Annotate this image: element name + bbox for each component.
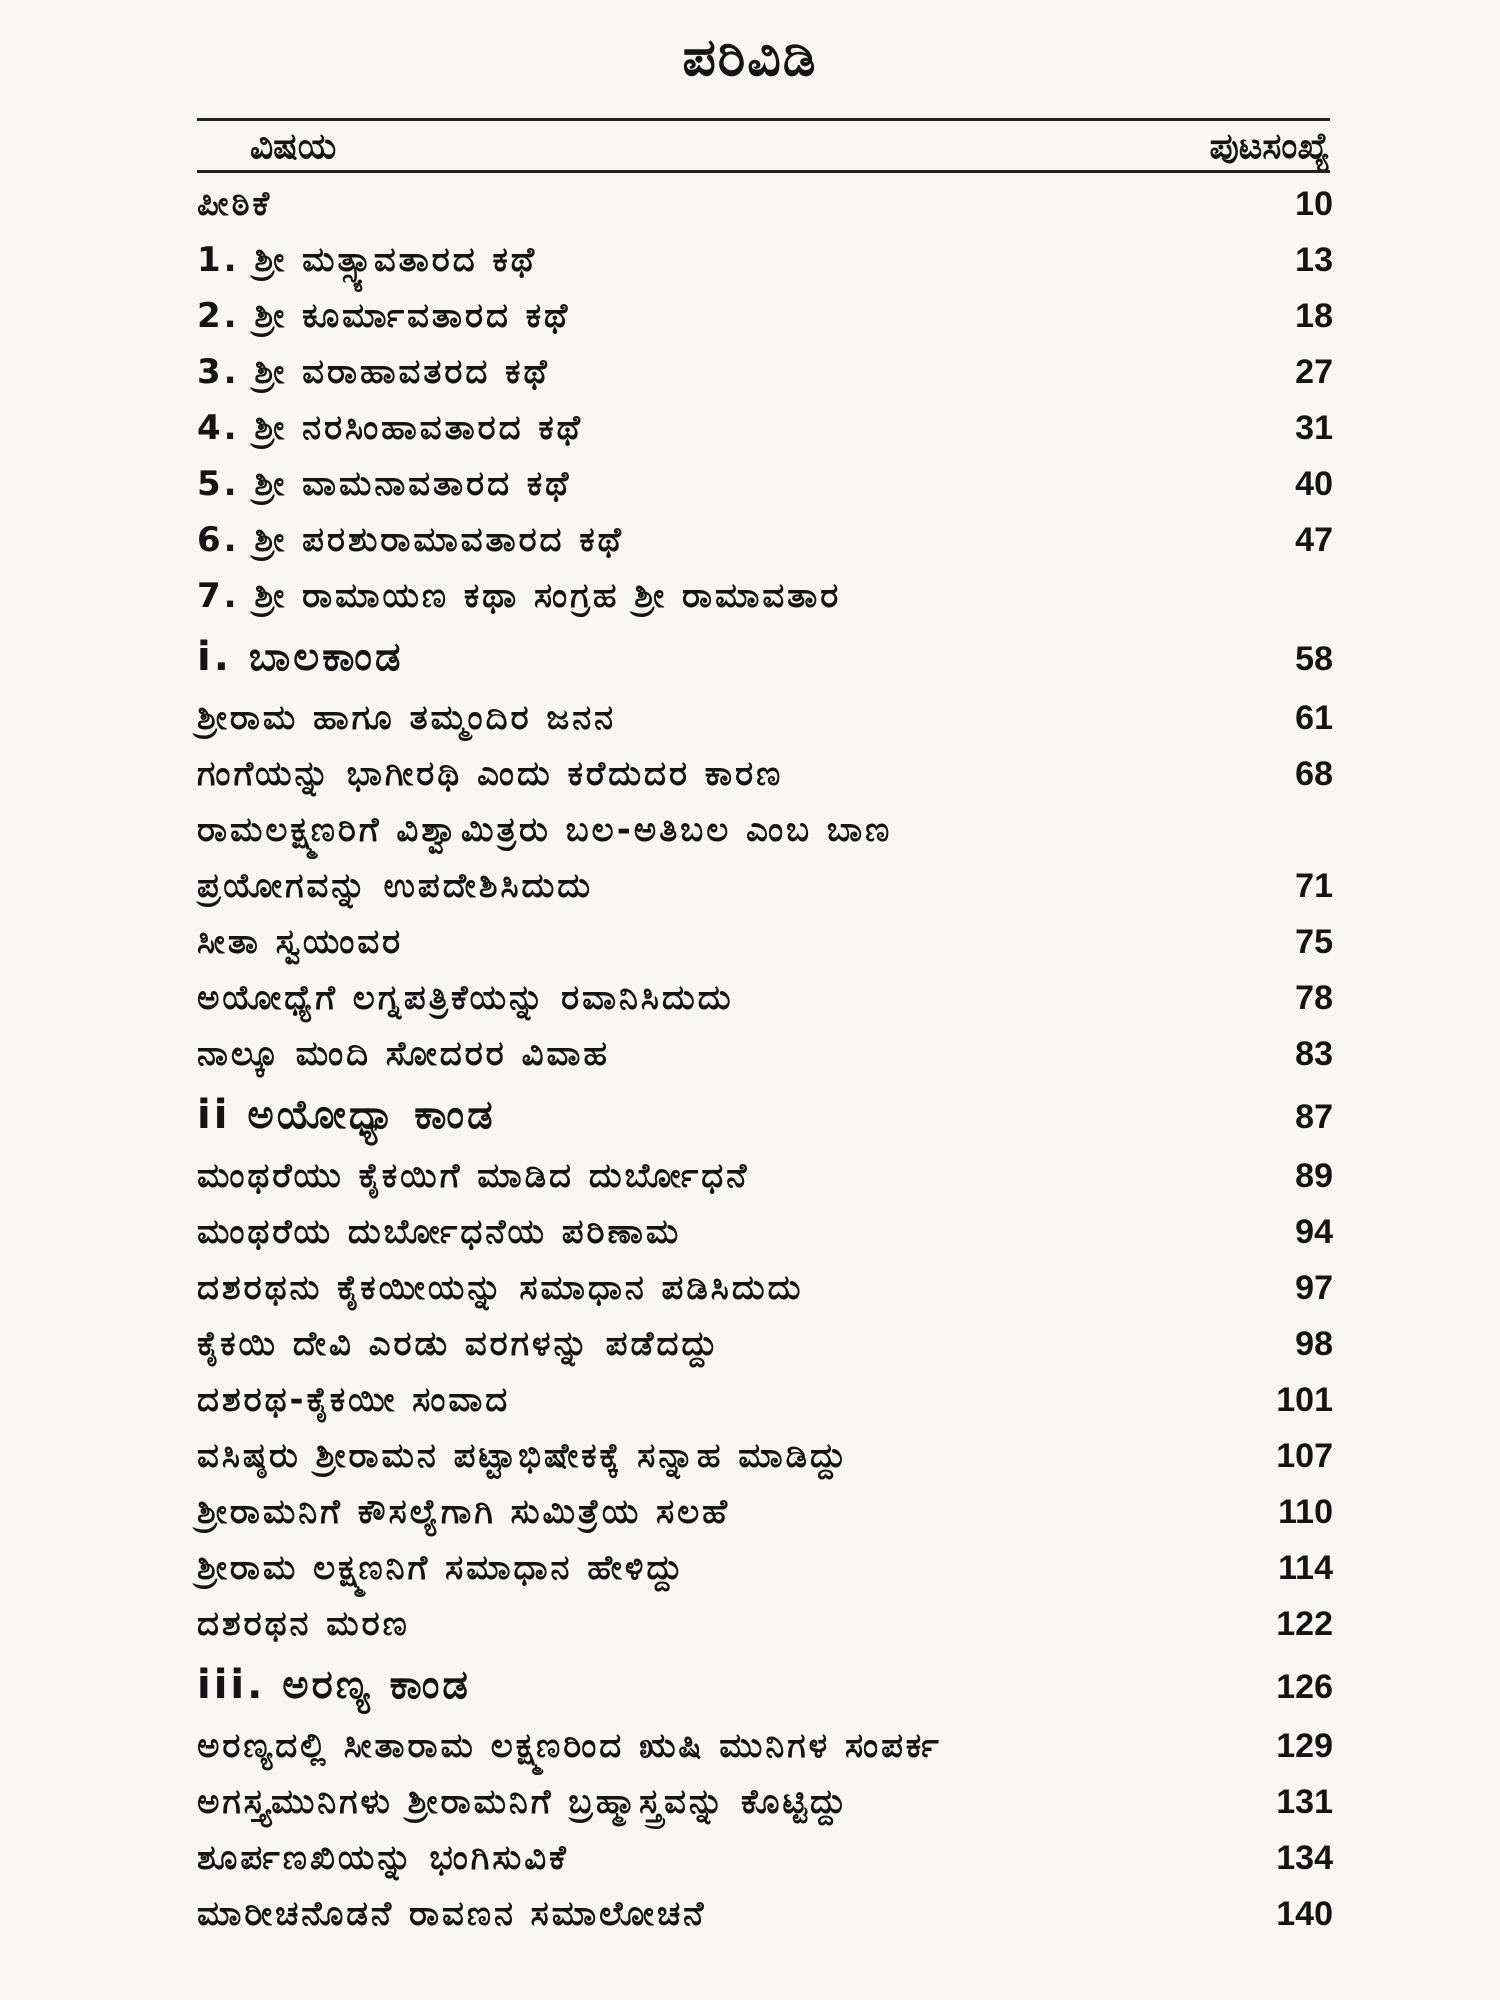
toc-entry-title: 2. ಶ್ರೀ ಕೂರ್ಮಾವತಾರದ ಕಥೆ [197, 296, 571, 336]
toc-entry [197, 288, 1333, 344]
toc-entry-title: ರಾಮಲಕ್ಷ್ಮಣರಿಗೆ ವಿಶ್ವಾಮಿತ್ರರು ಬಲ-ಅತಿಬಲ ಎಂಬ ಬಾಣ [197, 810, 893, 850]
toc-entry [197, 746, 1333, 802]
toc-entry-title: 7. ಶ್ರೀ ರಾಮಾಯಣ ಕಥಾ ಸಂಗ್ರಹ ಶ್ರೀ ರಾಮಾವತಾರ [197, 576, 842, 616]
toc-entry-title: 4. ಶ್ರೀ ನರಸಿಂಹಾವತಾರದ ಕಥೆ [197, 408, 583, 448]
toc-section-heading [197, 1652, 1333, 1718]
toc-entry-title: iii. ಅರಣ್ಯ ಕಾಂಡ [197, 1662, 471, 1708]
toc-entry-title: 3. ಶ್ರೀ ವರಾಹಾವತರದ ಕಥೆ [197, 352, 550, 392]
toc-entry-title: ಶೂರ್ಪಣಖಿಯನ್ನು ಭಂಗಿಸುವಿಕೆ [197, 1838, 569, 1878]
header-top-rule [197, 118, 1330, 121]
toc-section-heading [197, 624, 1333, 690]
toc-entry-title: ii ಅಯೋಧ್ಯಾ ಕಾಂಡ [197, 1092, 496, 1138]
toc-entry [197, 1026, 1333, 1082]
toc-entry-title: ಮಾರೀಚನೊಡನೆ ರಾವಣನ ಸಮಾಲೋಚನೆ [197, 1894, 707, 1934]
toc-entry-title: ಪ್ರಯೋಗವನ್ನು ಉಪದೇಶಿಸಿದುದು [197, 866, 594, 906]
toc-entry [197, 1540, 1333, 1596]
toc-entry [197, 176, 1333, 232]
toc-entry-page-number: 110 [1278, 1493, 1333, 1531]
toc-entry-title: ಪೀಠಿಕೆ [197, 184, 273, 224]
toc-entry-page-number: 18 [1295, 297, 1333, 335]
toc-entry-page-number: 75 [1295, 923, 1333, 961]
toc-entry-page-number: 10 [1295, 185, 1333, 223]
toc-entry-page-number: 40 [1295, 465, 1333, 503]
toc-entry-title: ಸೀತಾ ಸ್ವಯಂವರ [197, 922, 404, 962]
toc-entry-title: ಅಯೋಧ್ಯೆಗೆ ಲಗ್ನಪತ್ರಿಕೆಯನ್ನು ರವಾನಿಸಿದುದು [197, 978, 734, 1018]
toc-entry-title: ದಶರಥನ ಮರಣ [197, 1604, 410, 1644]
toc-entry [197, 1484, 1333, 1540]
toc-entry [197, 1886, 1333, 1942]
toc-entry-page-number: 31 [1295, 409, 1333, 447]
toc-entry-page-number: 94 [1295, 1213, 1333, 1251]
toc-entry-page-number: 97 [1295, 1269, 1333, 1307]
toc-entry [197, 1428, 1333, 1484]
toc-entry-page-number: 131 [1276, 1783, 1333, 1821]
toc-entry-title: ಮಂಥರೆಯ ದುರ್ಬೋಧನೆಯ ಪರಿಣಾಮ [197, 1212, 682, 1252]
toc-entry-page-number: 101 [1276, 1381, 1333, 1419]
toc-entry-title: ಶ್ರೀರಾಮ ಲಕ್ಷ್ಮಣನಿಗೆ ಸಮಾಧಾನ ಹೇಳಿದ್ದು [197, 1548, 686, 1588]
toc-entry-page-number: 140 [1276, 1895, 1333, 1933]
toc-entry-page-number: 114 [1278, 1549, 1333, 1587]
toc-entry-page-number: 98 [1295, 1325, 1333, 1363]
toc-entry-title: 5. ಶ್ರೀ ವಾಮನಾವತಾರದ ಕಥೆ [197, 464, 572, 504]
toc-entry-page-number: 83 [1295, 1035, 1333, 1073]
toc-entry [197, 456, 1333, 512]
toc-entry [197, 1148, 1333, 1204]
toc-entry-page-number: 71 [1295, 867, 1333, 905]
page-column-header: ಪುಟಸಂಖ್ಯೆ [1209, 126, 1330, 167]
toc-entry-page-number: 68 [1295, 755, 1333, 793]
toc-entry [197, 970, 1333, 1026]
toc-entry-page-number: 126 [1276, 1668, 1333, 1706]
toc-entry [197, 1830, 1333, 1886]
header-bottom-rule [197, 170, 1330, 173]
toc-entry-title: ಶ್ರೀರಾಮನಿಗೆ ಕೌಸಲ್ಯೆಗಾಗಿ ಸುಮಿತ್ರೆಯ ಸಲಹೆ [197, 1492, 731, 1532]
toc-entry-title: ಅರಣ್ಯದಲ್ಲಿ ಸೀತಾರಾಮ ಲಕ್ಷ್ಮಣರಿಂದ ಋಷಿ ಮುನಿಗಳ ಸಂಪರ್ಕ [197, 1726, 942, 1766]
table-of-contents [197, 176, 1333, 1942]
toc-entry [197, 1372, 1333, 1428]
toc-entry [197, 400, 1333, 456]
toc-entry [197, 690, 1333, 746]
toc-entry [197, 858, 1333, 914]
toc-entry [197, 914, 1333, 970]
toc-entry-page-number: 87 [1295, 1098, 1333, 1136]
subject-column-header: ವಿಷಯ [250, 126, 337, 167]
toc-entry-title: 1. ಶ್ರೀ ಮತ್ಸ್ಯಾವತಾರದ ಕಥೆ [197, 240, 538, 280]
toc-entry [197, 1204, 1333, 1260]
toc-entry [197, 1774, 1333, 1830]
toc-section-heading [197, 1082, 1333, 1148]
toc-entry-page-number: 27 [1295, 353, 1333, 391]
toc-entry-title: ದಶರಥ-ಕೈಕಯೀ ಸಂವಾದ [197, 1380, 511, 1420]
toc-entry [197, 568, 1333, 624]
toc-entry [197, 344, 1333, 400]
toc-entry-title: 6. ಶ್ರೀ ಪರಶುರಾಮಾವತಾರದ ಕಥೆ [197, 520, 624, 560]
toc-entry-page-number: 58 [1295, 640, 1333, 678]
toc-entry [197, 1596, 1333, 1652]
toc-entry-page-number: 61 [1295, 699, 1333, 737]
toc-entry [197, 1718, 1333, 1774]
toc-entry-page-number: 129 [1276, 1727, 1333, 1765]
toc-entry-title: ಶ್ರೀರಾಮ ಹಾಗೂ ತಮ್ಮಂದಿರ ಜನನ [197, 698, 617, 738]
toc-entry [197, 1260, 1333, 1316]
toc-entry [197, 802, 1333, 858]
toc-entry-page-number: 13 [1295, 241, 1333, 279]
toc-entry-page-number: 107 [1276, 1437, 1333, 1475]
toc-entry-page-number: 122 [1276, 1605, 1333, 1643]
toc-entry-page-number: 134 [1276, 1839, 1333, 1877]
toc-entry [197, 512, 1333, 568]
toc-entry-page-number: 89 [1295, 1157, 1333, 1195]
toc-entry-title: ಕೈಕಯಿ ದೇವಿ ಎರಡು ವರಗಳನ್ನು ಪಡೆದದ್ದು [197, 1324, 721, 1364]
toc-entry [197, 232, 1333, 288]
toc-entry-page-number: 78 [1295, 979, 1333, 1017]
toc-entry-title: ಮಂಥರೆಯು ಕೈಕಯಿಗೆ ಮಾಡಿದ ದುರ್ಬೋಧನೆ [197, 1156, 750, 1196]
toc-entry-title: i. ಬಾಲಕಾಂಡ [197, 634, 404, 680]
toc-entry-title: ನಾಲ್ಕೂ ಮಂದಿ ಸೋದರರ ವಿವಾಹ [197, 1034, 610, 1074]
toc-entry-title: ಅಗಸ್ತ್ಯಮುನಿಗಳು ಶ್ರೀರಾಮನಿಗೆ ಬ್ರಹ್ಮಾಸ್ತ್ರವನ್ನು ಕೊಟ್ಟಿದ್ದು [197, 1782, 849, 1822]
page-title: ಪರಿವಿಡಿ [682, 28, 818, 88]
toc-entry-page-number: 47 [1295, 521, 1333, 559]
toc-entry [197, 1316, 1333, 1372]
toc-entry-title: ವಸಿಷ್ಠರು ಶ್ರೀರಾಮನ ಪಟ್ಟಾಭಿಷೇಕಕ್ಕೆ ಸನ್ನಾಹ ಮಾಡಿದ್ದು [197, 1436, 849, 1476]
toc-entry-title: ಗಂಗೆಯನ್ನು ಭಾಗೀರಥಿ ಎಂದು ಕರೆದುದರ ಕಾರಣ [197, 754, 784, 794]
toc-entry-title: ದಶರಥನು ಕೈಕಯೀಯನ್ನು ಸಮಾಧಾನ ಪಡಿಸಿದುದು [197, 1268, 804, 1308]
